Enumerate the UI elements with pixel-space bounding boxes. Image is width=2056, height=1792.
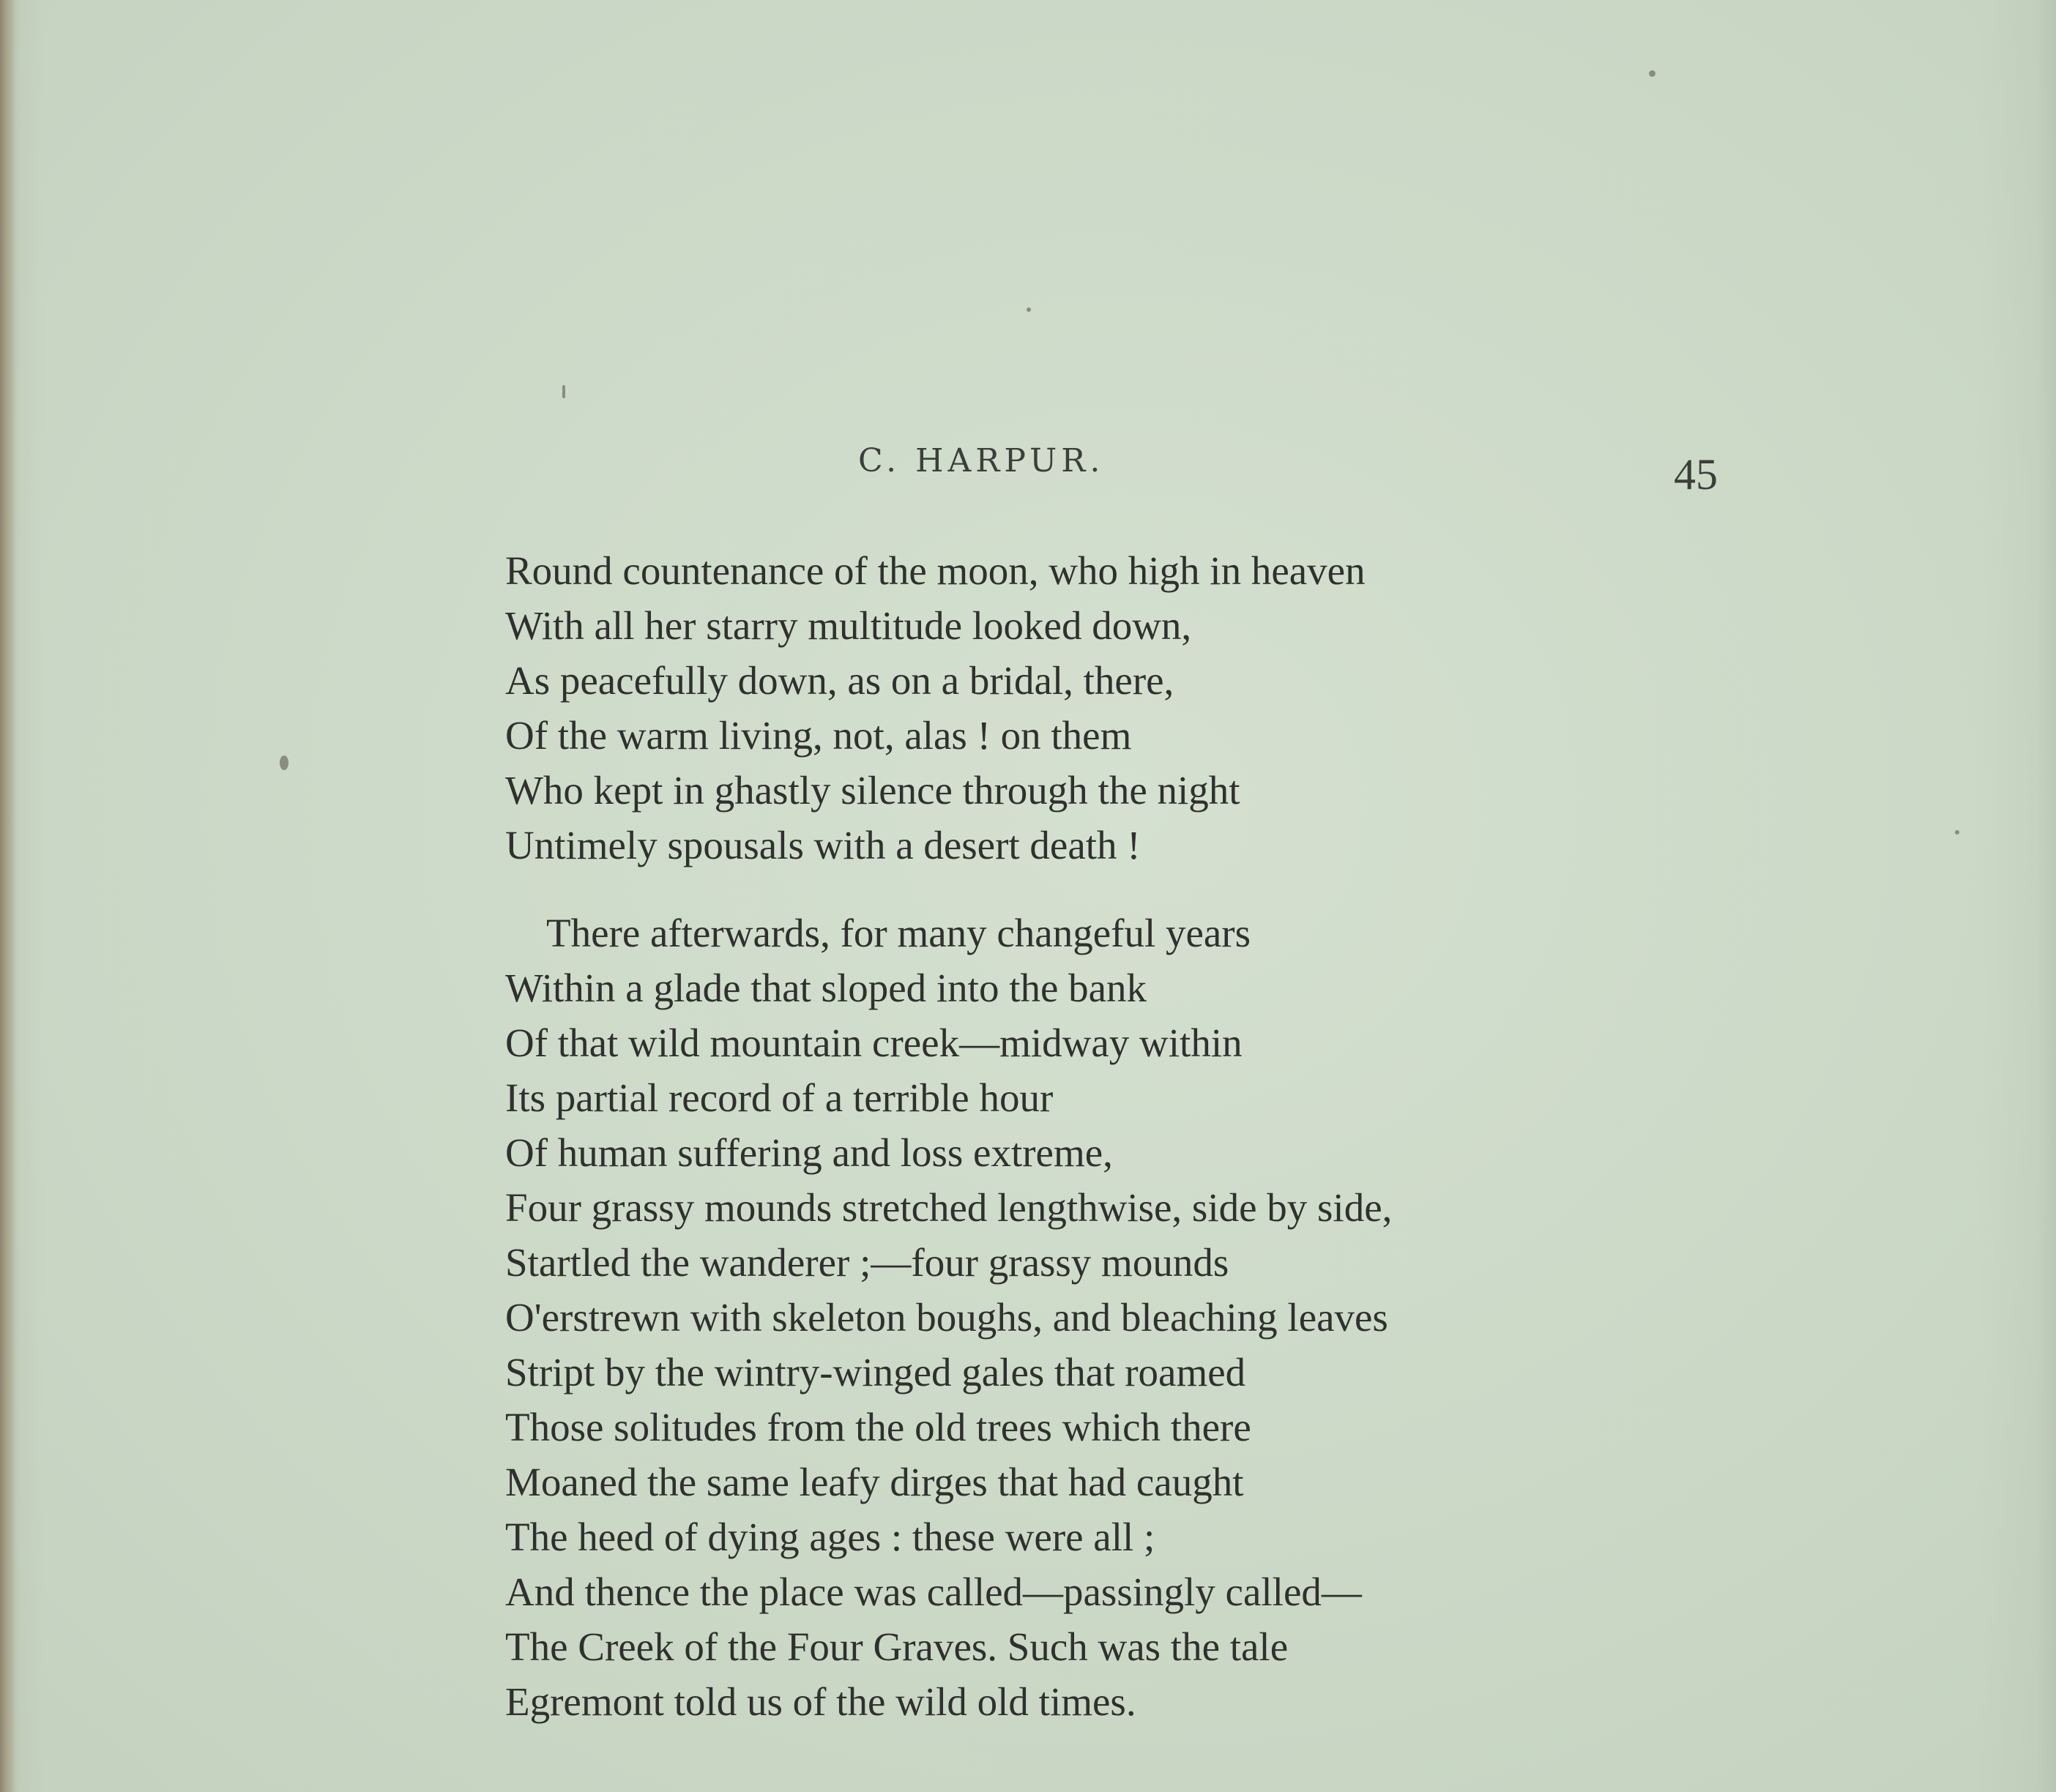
poem-line: And thence the place was called—passingly called—: [505, 1569, 1362, 1614]
poem-line: Moaned the same leafy dirges that had caught: [505, 1460, 1244, 1504]
poem-line: Four grassy mounds stretched lengthwise, side by side,: [505, 1185, 1393, 1230]
paper-speck: [562, 385, 565, 398]
poem-line: The heed of dying ages : these were all ;: [505, 1515, 1155, 1559]
poem-line: Of human suffering and loss extreme,: [505, 1130, 1113, 1175]
page-number: 45: [1674, 450, 1718, 499]
stanza-2: [505, 906, 1604, 1729]
poem-line: Those solitudes from the old trees which there: [505, 1405, 1251, 1449]
poem-line: Egremont told us of the wild old times.: [505, 1679, 1136, 1724]
poem-line: O'erstrewn with skeleton boughs, and bleaching leaves: [505, 1295, 1388, 1340]
running-head: C. HARPUR.: [858, 442, 1105, 479]
stanza-1: [505, 543, 1604, 873]
poem-line: The Creek of the Four Graves. Such was the tale: [505, 1624, 1289, 1669]
poem-line: Untimely spousals with a desert death !: [505, 823, 1141, 867]
poem-line: As peacefully down, as on a bridal, there,: [505, 658, 1174, 703]
poem-line: Of that wild mountain creek—midway within: [505, 1020, 1243, 1065]
poem-line: Stript by the wintry-winged gales that roamed: [505, 1350, 1246, 1395]
paper-speck: [1955, 830, 1959, 835]
poem-line: With all her starry multitude looked down,: [505, 603, 1192, 648]
paper-speck: [1649, 70, 1655, 77]
poem-line: Who kept in ghastly silence through the night: [505, 768, 1240, 813]
poem-line: Within a glade that sloped into the bank: [505, 966, 1147, 1010]
page-gutter-shadow: [0, 0, 16, 1792]
poem-text: [505, 543, 1604, 1729]
poem-line: Of the warm living, not, alas ! on them: [505, 713, 1132, 758]
paper-speck: [280, 755, 288, 770]
poem-line: There afterwards, for many changeful years: [546, 911, 1251, 955]
poem-line: Round countenance of the moon, who high in heaven: [505, 548, 1366, 593]
poem-line: Its partial record of a terrible hour: [505, 1075, 1054, 1120]
poem-line: Startled the wanderer ;—four grassy mounds: [505, 1240, 1229, 1285]
paper-speck: [1027, 307, 1031, 312]
